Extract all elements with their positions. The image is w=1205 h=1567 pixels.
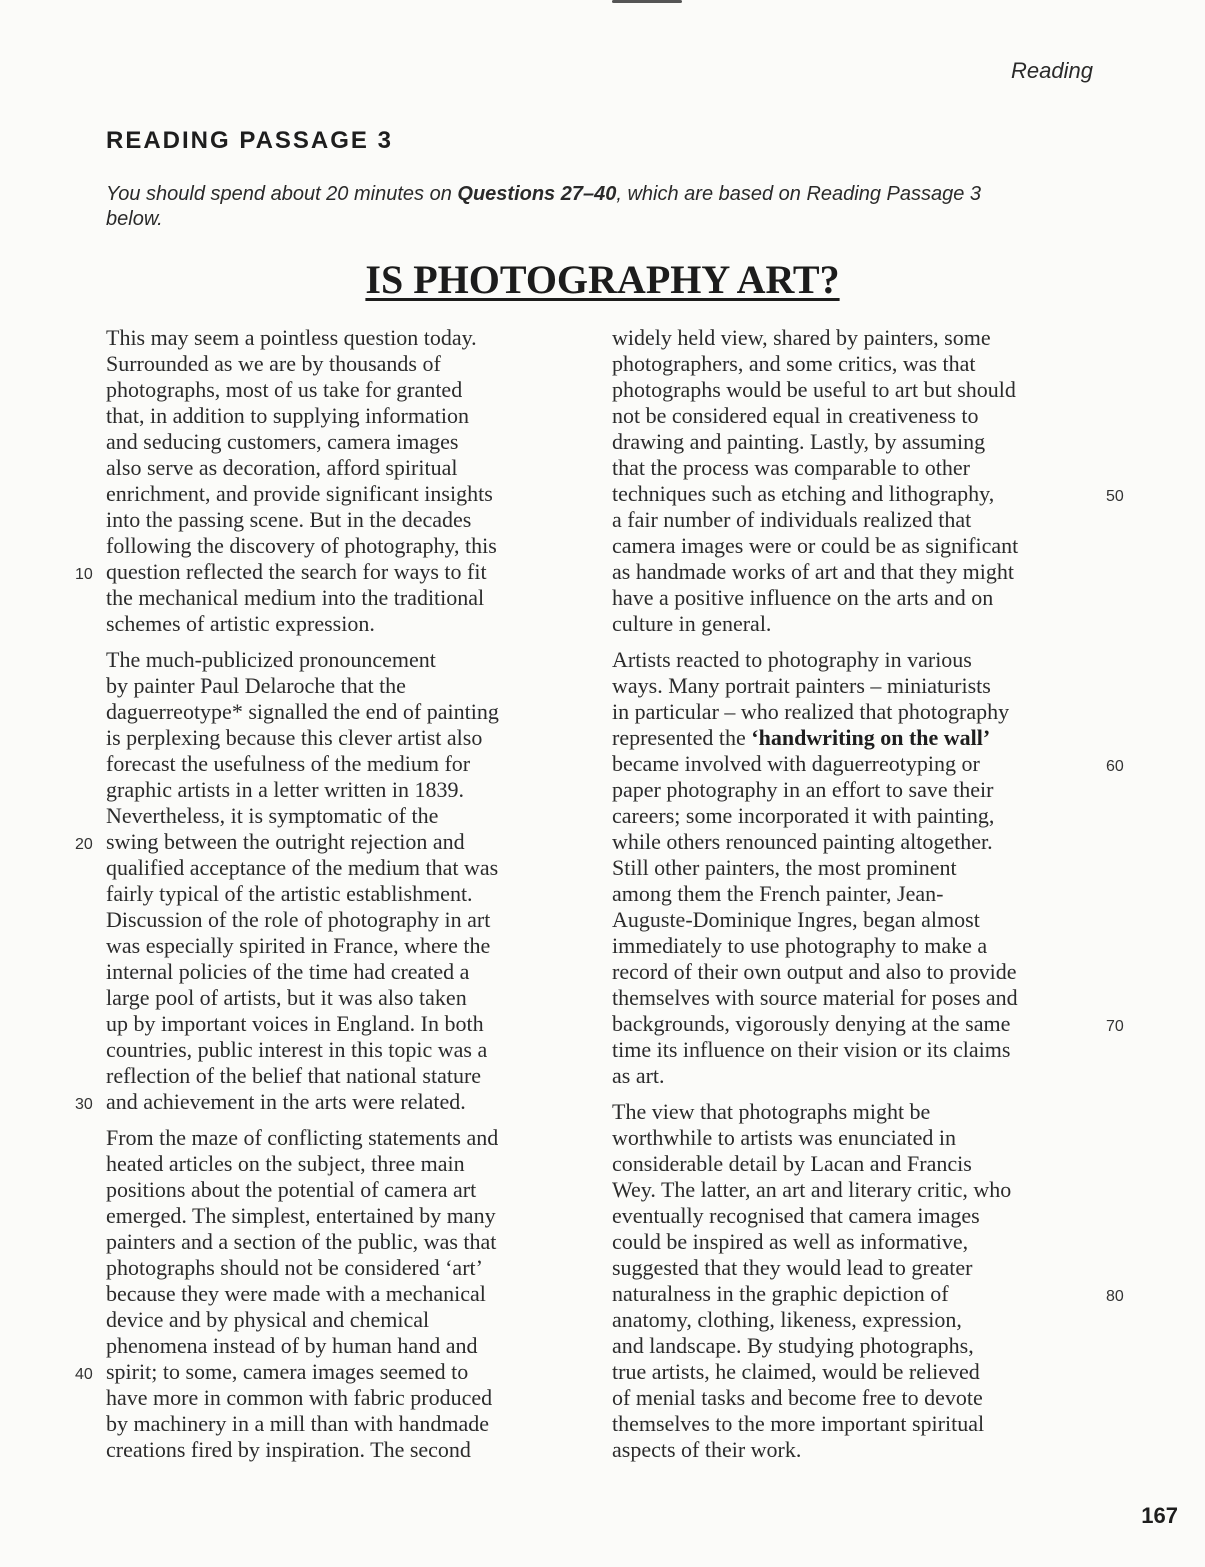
text-line [612,429,1102,455]
text-line [612,673,1102,699]
text-segment: enrichment, and provide significant insights [106,481,493,506]
right-column [612,325,1124,1473]
text-segment: and achievement in the arts were related. [106,1089,466,1114]
text-line [106,751,576,777]
text-line [612,1203,1102,1229]
text-segment: represented the [612,725,752,750]
text-line [106,699,576,725]
text-segment: up by important voices in England. In both [106,1011,484,1036]
text-segment: have a positive influence on the arts and on [612,585,994,610]
text-segment: phenomena instead of by human hand and [106,1333,478,1358]
text-segment: a fair number of individuals realized that [612,507,972,532]
text-segment: eventually recognised that camera images [612,1203,980,1228]
text-segment: as art. [612,1063,665,1088]
text-line [612,725,1102,751]
text-line [106,377,576,403]
text-line [612,1359,1102,1385]
text-line [612,377,1102,403]
text-segment: photographers, and some critics, was that [612,351,976,376]
text-segment: of menial tasks and become free to devote [612,1385,983,1410]
text-line [612,699,1102,725]
passage-title: IS PHOTOGRAPHY ART? [365,257,840,302]
text-line [106,959,576,985]
text-segment: The much-publicized pronouncement [106,647,436,672]
text-segment: as handmade works of art and that they might [612,559,1015,584]
text-line [106,1125,576,1151]
text-line [612,1281,1124,1307]
text-segment: photographs would be useful to art but should [612,377,1016,402]
text-segment: schemes of artistic expression. [106,611,375,636]
text-line [612,751,1124,777]
text-line [612,1037,1102,1063]
text-line [106,647,576,673]
text-segment: Surrounded as we are by thousands of [106,351,441,376]
text-segment: daguerreotype* signalled the end of painting [106,699,499,724]
text-segment: in particular – who realized that photography [612,699,1010,724]
text-line [612,611,1102,637]
text-line [612,1011,1124,1037]
text-line [612,585,1102,611]
text-segment: qualified acceptance of the medium that was [106,855,499,880]
text-segment: time its influence on their vision or its claims [612,1037,1011,1062]
text-line [612,1255,1102,1281]
text-line [106,351,576,377]
text-line [106,985,576,1011]
text-segment: drawing and painting. Lastly, by assuming [612,429,986,454]
text-line [612,403,1102,429]
text-segment: was especially spirited in France, where the [106,933,491,958]
text-segment: creations fired by inspiration. The second [106,1437,471,1462]
text-line [612,1411,1102,1437]
text-segment: true artists, he claimed, would be relieved [612,1359,980,1384]
text-segment: careers; some incorporated it with painting, [612,803,995,828]
text-line [106,1307,576,1333]
text-segment: countries, public interest in this topic was a [106,1037,488,1062]
text-line [106,1385,576,1411]
text-line [106,1037,576,1063]
text-line [612,559,1102,585]
text-segment: into the passing scene. But in the decades [106,507,472,532]
text-segment: by machinery in a mill than with handmade [106,1411,490,1436]
line-number: 40 [75,1366,93,1383]
text-segment: reflection of the belief that national stature [106,1063,482,1088]
text-line [106,1281,576,1307]
text-line [106,429,576,455]
text-segment: the mechanical medium into the traditional [106,585,485,610]
text-line [106,1229,576,1255]
text-line [612,1177,1102,1203]
text-segment: Still other painters, the most prominent [612,855,957,880]
running-header: Reading [1011,58,1093,83]
text-line [106,1203,576,1229]
text-segment: swing between the outright rejection and [106,829,465,854]
text-line [612,1229,1102,1255]
text-line [106,481,576,507]
text-segment: fairly typical of the artistic establishment. [106,881,473,906]
text-line [106,855,576,881]
text-segment: anatomy, clothing, likeness, expression, [612,1307,962,1332]
text-segment: also serve as decoration, afford spiritual [106,455,458,480]
text-segment: paper photography in an effort to save their [612,777,994,802]
text-segment: large pool of artists, but it was also taken [106,985,467,1010]
text-line [106,1011,576,1037]
text-line [612,1437,1102,1463]
text-line [106,585,576,611]
paragraph [75,1125,576,1463]
text-segment: became involved with daguerreotyping or [612,751,980,776]
bold-phrase: ‘handwriting on the wall’ [751,725,991,750]
paragraph [612,325,1124,637]
text-segment: photographs should not be considered ‘art’ [106,1255,483,1280]
text-line [106,907,576,933]
text-segment: considerable detail by Lacan and Francis [612,1151,972,1176]
text-line [612,1385,1102,1411]
text-line [612,455,1102,481]
paragraph [75,647,576,1115]
text-segment: that, in addition to supplying information [106,403,469,428]
text-line [106,1151,576,1177]
text-line [106,611,576,637]
text-segment: painters and a section of the public, was that [106,1229,497,1254]
line-number: 80 [1106,1288,1124,1305]
text-segment: emerged. The simplest, entertained by many [106,1203,496,1228]
text-line [75,1359,576,1385]
text-segment: From the maze of conflicting statements and [106,1125,499,1150]
text-segment: Nevertheless, it is symptomatic of the [106,803,439,828]
text-line [612,1063,1102,1089]
text-line [612,1333,1102,1359]
text-line [106,455,576,481]
text-segment: Auguste-Dominique Ingres, began almost [612,907,980,932]
text-segment: ways. Many portrait painters – miniaturists [612,673,991,698]
text-segment: record of their own output and also to provide [612,959,1017,984]
text-segment: The view that photographs might be [612,1099,931,1124]
paragraph [75,325,576,637]
text-segment: by painter Paul Delaroche that the [106,673,406,698]
text-segment: heated articles on the subject, three main [106,1151,465,1176]
text-line [106,403,576,429]
text-segment: following the discovery of photography, this [106,533,497,558]
text-line [106,725,576,751]
text-segment: while others renounced painting altogether. [612,829,993,854]
text-segment: photographs, most of us take for granted [106,377,463,402]
text-segment: naturalness in the graphic depiction of [612,1281,949,1306]
text-line [612,1125,1102,1151]
text-line [612,907,1102,933]
text-segment: internal policies of the time had created a [106,959,470,984]
text-segment: and seducing customers, camera images [106,429,459,454]
text-line [612,1307,1102,1333]
text-line [612,533,1102,559]
text-segment: aspects of their work. [612,1437,802,1462]
line-number: 50 [1106,488,1124,505]
instructions-pre: You should spend about 20 minutes on [106,183,458,205]
text-segment: have more in common with fabric produced [106,1385,493,1410]
text-line [612,855,1102,881]
instructions-post: , which are based on Reading Passage 3 below. [106,183,982,230]
text-segment: techniques such as etching and lithography, [612,481,995,506]
text-segment: spirit; to some, camera images seemed to [106,1359,469,1384]
text-line [106,1177,576,1203]
top-scan-mark [612,0,682,3]
text-line [612,959,1102,985]
text-segment: Discussion of the role of photography in art [106,907,491,932]
text-line [612,647,1102,673]
text-segment: positions about the potential of camera art [106,1177,477,1202]
line-number: 60 [1106,758,1124,775]
text-segment: suggested that they would lead to greater [612,1255,973,1280]
text-line [612,1099,1102,1125]
text-line [75,829,576,855]
text-line [612,933,1102,959]
text-line [75,1089,576,1115]
text-line [106,507,576,533]
text-segment: because they were made with a mechanical [106,1281,486,1306]
text-segment: themselves with source material for poses and [612,985,1018,1010]
line-number: 30 [75,1096,93,1113]
text-segment: Artists reacted to photography in various [612,647,972,672]
text-segment: not be considered equal in creativeness to [612,403,979,428]
text-segment: worthwhile to artists was enunciated in [612,1125,956,1150]
text-line [106,1255,576,1281]
text-segment: backgrounds, vigorously denying at the same [612,1011,1011,1036]
text-line [612,351,1102,377]
line-number: 10 [75,566,93,583]
passage-label: READING PASSAGE 3 [106,127,393,154]
text-segment: culture in general. [612,611,772,636]
text-line [612,881,1102,907]
text-line [106,673,576,699]
text-line [612,803,1102,829]
text-line [106,1437,576,1463]
instructions-questions: Questions 27–40 [457,183,617,205]
text-line [106,1411,576,1437]
line-number: 20 [75,836,93,853]
text-segment: immediately to use photography to make a [612,933,988,958]
text-segment: could be inspired as well as informative, [612,1229,969,1254]
text-line [106,533,576,559]
text-segment: question reflected the search for ways to fit [106,559,487,584]
text-segment: that the process was comparable to other [612,455,970,480]
text-segment: among them the French painter, Jean- [612,881,944,906]
text-segment: camera images were or could be as significant [612,533,1019,558]
left-column [75,325,576,1473]
text-segment: is perplexing because this clever artist also [106,725,483,750]
text-line [106,777,576,803]
text-segment: widely held view, shared by painters, some [612,325,991,350]
text-line [612,481,1124,507]
text-line [612,507,1102,533]
text-segment: forecast the usefulness of the medium for [106,751,471,776]
text-line [106,1333,576,1359]
text-segment: device and by physical and chemical [106,1307,430,1332]
text-segment: themselves to the more important spiritual [612,1411,985,1436]
text-line [106,803,576,829]
text-line [612,325,1102,351]
text-segment: This may seem a pointless question today. [106,325,477,350]
text-segment: and landscape. By studying photographs, [612,1333,974,1358]
text-segment: graphic artists in a letter written in 1839. [106,777,465,802]
text-line [612,777,1102,803]
text-line [106,325,576,351]
line-number: 70 [1106,1018,1124,1035]
paragraph [612,1099,1124,1463]
page-number: 167 [1141,1503,1178,1528]
text-line [75,559,576,585]
text-line [106,881,576,907]
text-line [612,829,1102,855]
text-line [612,1151,1102,1177]
text-line [106,933,576,959]
text-line [106,1063,576,1089]
text-segment: Wey. The latter, an art and literary critic, who [612,1177,1012,1202]
text-line [612,985,1102,1011]
paragraph [612,647,1124,1089]
instructions [106,182,1006,232]
